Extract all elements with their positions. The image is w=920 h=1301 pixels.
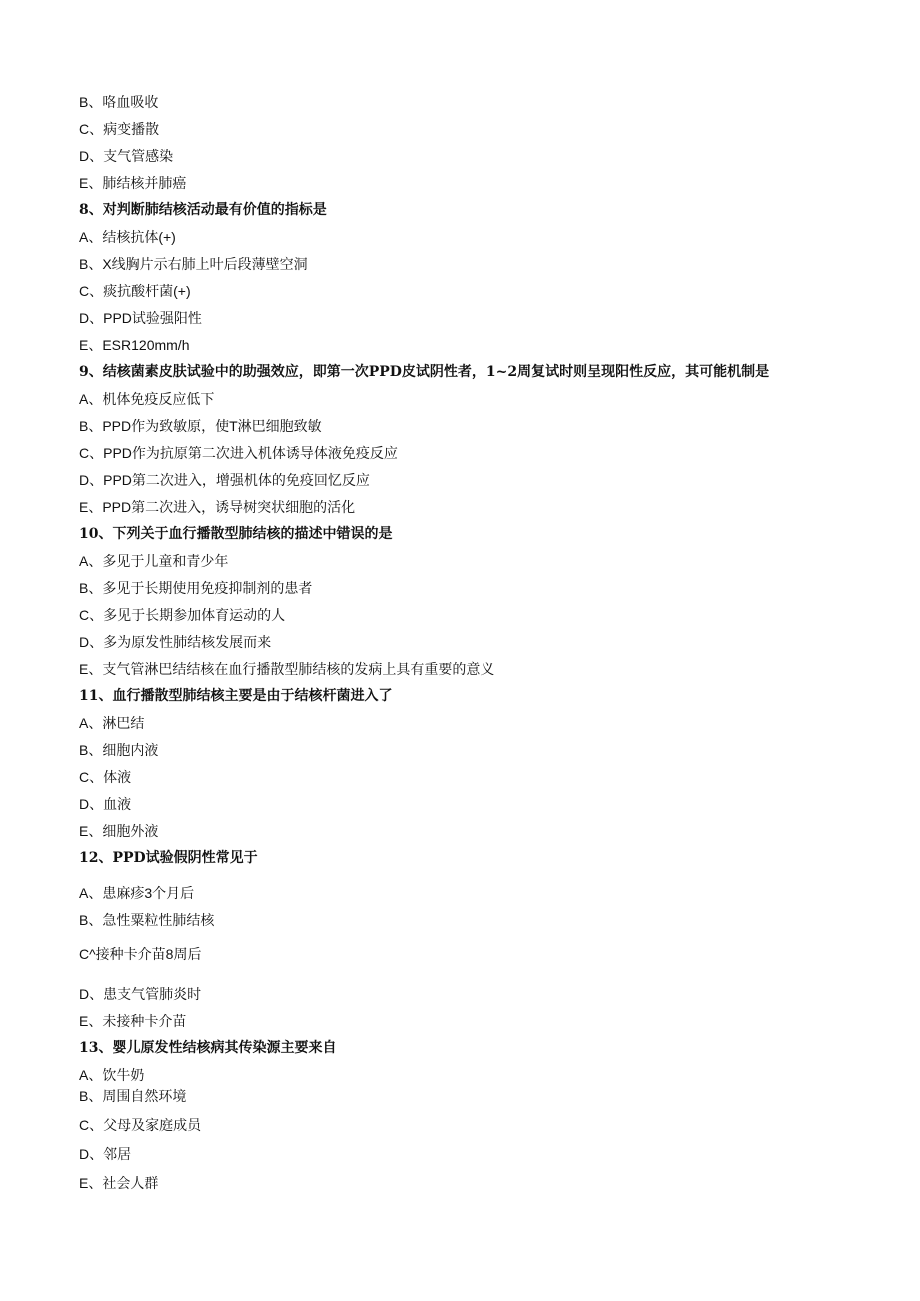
option-text: C、父母及家庭成员 [79,1117,202,1133]
option-text: B、周围自然环境 [79,1088,187,1104]
option-text: B、细胞内液 [79,742,159,758]
option-text: D、PPD试验强阳性 [79,310,202,326]
option-text: A、饮牛奶 [79,1067,145,1083]
option-text: B、多见于长期使用免疫抑制剂的患者 [79,580,313,596]
option-text: C、体液 [79,769,132,785]
option-text: E、细胞外液 [79,823,159,839]
option-text: A、淋巴结 [79,715,145,731]
option-text: A、结核抗体(+) [79,229,176,245]
option-text: B、急性粟粒性肺结核 [79,912,215,928]
option-text: D、PPD第二次进入，增强机体的免疫回忆反应 [79,472,370,488]
option-text: E、支气管淋巴结结核在血行播散型肺结核的发病上具有重要的意义 [79,661,495,677]
question-text: 12、PPD试验假阴性常见于 [79,850,258,866]
option-text: C、PPD作为抗原第二次进入机体诱导体液免疫反应 [79,445,398,461]
question-text: 8、对判断肺结核活动最有价值的指标是 [79,202,327,218]
option-text: A、机体免疫反应低下 [79,391,215,407]
option-text: C、多见于长期参加体育运动的人 [79,607,286,623]
option-text: E、ESR120mm/h [79,337,190,353]
option-text: D、支气管感染 [79,148,174,164]
option-text: D、邻居 [79,1146,132,1162]
option-text: C、病变播散 [79,121,160,137]
option-text: A、多见于儿童和青少年 [79,553,229,569]
option-text: E、PPD第二次进入，诱导树突状细胞的活化 [79,499,356,515]
option-text: E、社会人群 [79,1175,159,1191]
option-text: C^接种卡介苗8周后 [79,946,202,962]
question-text: 10、下列关于血行播散型肺结核的描述中错误的是 [79,526,393,542]
option-text: D、多为原发性肺结核发展而来 [79,634,272,650]
option-text: B、咯血吸收 [79,94,159,110]
option-text: C、痰抗酸杆菌(+) [79,283,191,299]
question-text: 11、血行播散型肺结核主要是由于结核杆菌进入了 [79,688,393,704]
option-text: E、肺结核并肺癌 [79,175,187,191]
option-text: D、患支气管肺炎时 [79,986,202,1002]
option-text: D、血液 [79,796,132,812]
question-text: 13、婴儿原发性结核病其传染源主要来自 [79,1040,337,1056]
question-text: 9、结核菌素皮肤试验中的助强效应，即第一次PPD皮试阴性者，1~2周复试时则呈现阳性反应，其可能机制是 [79,364,770,380]
option-text: E、未接种卡介苗 [79,1013,187,1029]
option-text: B、PPD作为致敏原，使T淋巴细胞致敏 [79,418,322,434]
option-text: A、患麻疹3个月后 [79,885,195,901]
option-text: B、X线胸片示右肺上叶后段薄壁空洞 [79,256,308,272]
